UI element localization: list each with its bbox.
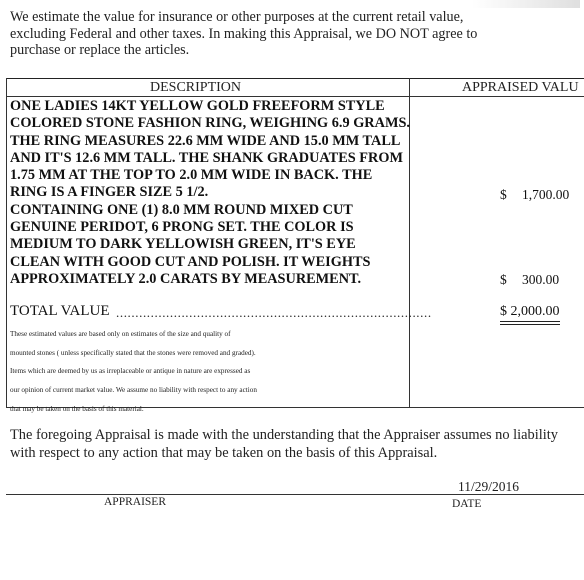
- description-line: MEDIUM TO DARK YELLOWISH GREEN, IT'S EYE: [10, 236, 356, 253]
- fine-print-line: Items which are deemed by us as irreplaceable or antique in nature are expressed as: [10, 367, 251, 376]
- description-line: GENUINE PERIDOT, 6 PRONG SET. THE COLOR IS: [10, 219, 354, 236]
- description-line: THE RING MEASURES 22.6 MM WIDE AND 15.0 MM TALL: [10, 132, 401, 149]
- fine-print-disclaimer: [10, 325, 306, 419]
- currency-symbol: $: [500, 272, 507, 287]
- item-description: [10, 98, 410, 288]
- appraisal-date: 11/29/2016: [458, 479, 520, 494]
- intro-paragraph: We estimate the value for insurance or other purposes at the current retail value, excluding Federal and other taxes. In making this Appraisal, we DO NOT agree to purchase or replace the articles.: [10, 9, 478, 58]
- fine-print-line: our opinion of current market value. We assume no liability with respect to any action: [10, 386, 257, 395]
- appraiser-label: APPRAISER: [104, 496, 166, 508]
- signature-line: [6, 494, 584, 495]
- table-left-border: [6, 78, 7, 408]
- currency-symbol: $: [500, 187, 507, 202]
- description-line: APPROXIMATELY 2.0 CARATS BY MEASUREMENT.: [10, 270, 362, 287]
- amount-value: 300.00: [522, 272, 560, 287]
- description-line: ONE LADIES 14KT YELLOW GOLD FREEFORM STYLE: [10, 98, 385, 114]
- total-leader-dots: ..................................................................................: [116, 305, 432, 320]
- foregoing-statement: The foregoing Appraisal is made with the understanding that the Appraiser assumes no liability with respect to any action that may be taken on the basis of this Appraisal.: [10, 427, 558, 461]
- ring-value: [500, 187, 569, 203]
- description-line: CONTAINING ONE (1) 8.0 MM ROUND MIXED CUT: [10, 201, 353, 218]
- description-line: 1.75 MM AT THE TOP TO 2.0 MM WIDE IN BACK. THE: [10, 167, 373, 184]
- table-top-border: [6, 78, 584, 79]
- table-header-rule: [6, 96, 584, 97]
- peridot-value: [500, 272, 559, 288]
- amount-value: 1,700.00: [522, 187, 570, 202]
- scan-smudge: [472, 0, 580, 8]
- fine-print-line: These estimated values are based only on estimates of the size and quality of: [10, 330, 231, 338]
- fine-print-line: that may be taken on the basis of this material.: [10, 404, 144, 413]
- appraised-value-column-header: APPRAISED VALU: [462, 80, 579, 95]
- description-line: AND IT'S 12.6 MM TALL. THE SHANK GRADUATES FROM: [10, 149, 403, 166]
- fine-print-line: mounted stones ( unless specifically stated that the stones were removed and graded).: [10, 348, 256, 357]
- total-value-label: TOTAL VALUE: [10, 303, 110, 319]
- description-line: COLORED STONE FASHION RING, WEIGHING 6.9 GRAMS.: [10, 115, 410, 132]
- description-line: RING IS A FINGER SIZE 5 1/2.: [10, 184, 209, 201]
- date-label: DATE: [452, 498, 482, 510]
- total-value-amount: $ 2,000.00: [500, 304, 560, 322]
- description-line: CLEAN WITH GOOD CUT AND POLISH. IT WEIGHTS: [10, 253, 371, 270]
- description-column-header: DESCRIPTION: [150, 80, 242, 95]
